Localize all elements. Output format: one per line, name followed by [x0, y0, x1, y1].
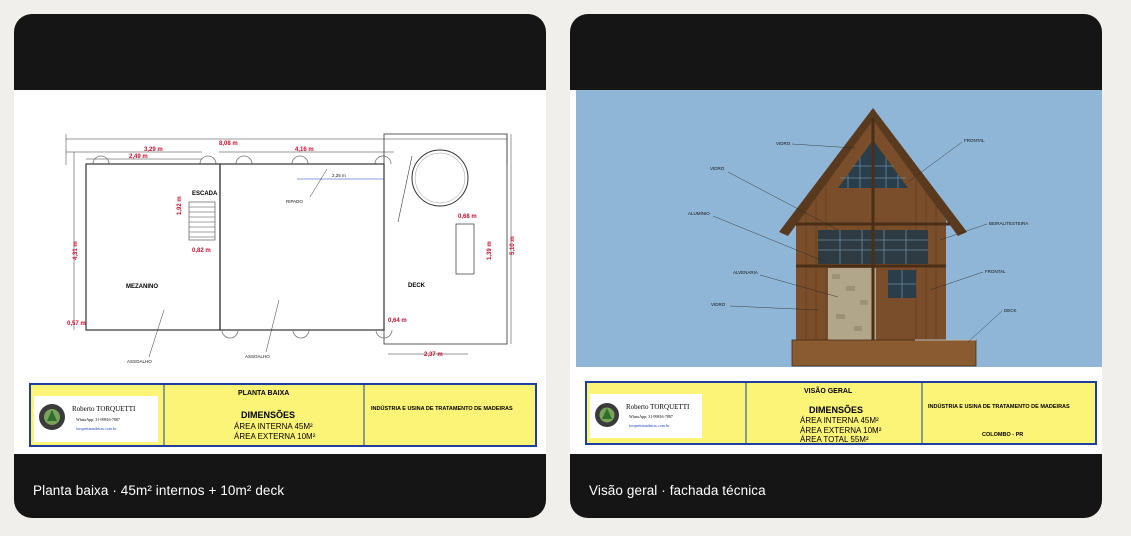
dim-top-left-inner: 2,49 m	[129, 154, 148, 160]
gallery-card-facade[interactable]	[570, 14, 1102, 518]
stair-steps	[189, 202, 215, 240]
label-mezanino: MEZANINO	[126, 284, 158, 290]
main-room	[220, 164, 384, 330]
label-escada: ESCADA	[192, 191, 218, 197]
tb1-line2: ÁREA EXTERNA 10M²	[234, 432, 316, 441]
callout-frontal-top: FRONTAL	[964, 138, 985, 143]
tb2-line3: ÁREA TOTAL 55M²	[800, 435, 869, 444]
tb2-company: INDÚSTRIA E USINA DE TRATAMENTO DE MADEIRAS	[928, 404, 1070, 410]
dim-top-left: 3,29 m	[144, 147, 163, 153]
floor-plan-image[interactable]	[14, 90, 546, 454]
deck-round-table	[412, 150, 468, 206]
tb2-line2: ÁREA EXTERNA 10M²	[800, 426, 882, 435]
tb2-site: torquettimadeiras.com.br	[629, 423, 670, 428]
dim-deck-small: 0,68 m	[458, 214, 477, 220]
title-block	[586, 382, 1096, 444]
gallery-card-floor-plan[interactable]	[14, 14, 546, 518]
dim-stair: 1,92 m	[177, 196, 183, 215]
callout-alvenaria: ALVENARIA	[733, 270, 758, 275]
dim-inner-span: 2,25 m	[332, 173, 346, 178]
callout-deck: DECK	[1004, 308, 1017, 313]
card-caption: Visão geral · fachada técnica	[589, 483, 766, 498]
label-assoalho-2: ASSOALHO	[245, 354, 270, 359]
callout-vidro-low: VIDRO	[711, 302, 726, 307]
callout-aluminio: ALUMÍNIO	[688, 211, 710, 216]
tb2-line1: ÁREA INTERNA 45M²	[800, 416, 879, 425]
dim-left-height: 4,31 m	[73, 241, 79, 260]
title-block	[30, 384, 536, 446]
dim-top-right: 4,16 m	[295, 147, 314, 153]
tb1-owner: Roberto TORQUETTI	[72, 405, 136, 413]
dim-right-total: 5,10 m	[510, 236, 516, 255]
dim-top-total: 8,08 m	[219, 141, 238, 147]
callout-frontal-mid: FRONTAL	[985, 269, 1006, 274]
mezanino-room	[86, 164, 220, 330]
tb2-title: VISÃO GERAL	[804, 388, 853, 395]
label-assoalho-1: ASSOALHO	[127, 359, 152, 364]
label-deck: DECK	[408, 283, 426, 289]
deck-base	[792, 340, 976, 366]
dim-small: 0,82 m	[192, 248, 211, 254]
tb1-subtitle: DIMENSÕES	[241, 410, 296, 420]
dim-deck-width: 2,37 m	[424, 352, 443, 358]
dim-deck-gap: 0,64 m	[388, 318, 407, 324]
tb1-site: torquettimadeiras.com.br	[76, 426, 117, 431]
tb1-company: INDÚSTRIA E USINA DE TRATAMENTO DE MADEIRAS	[371, 406, 513, 412]
label-ripado: RIPADO	[286, 199, 303, 204]
callout-vidro-top: VIDRO	[776, 141, 791, 146]
callout-beiral: BEIRAL/TESTEIRA	[989, 221, 1029, 226]
tb2-city: COLOMBO - PR	[982, 432, 1024, 438]
tb2-subtitle: DIMENSÕES	[809, 405, 864, 415]
floor-plan-drawing	[14, 90, 546, 454]
tb1-title: PLANTA BAIXA	[238, 390, 290, 397]
facade-drawing	[570, 90, 1102, 454]
tb2-whatsapp: WhatsApp: 31-99816-7887	[629, 414, 673, 419]
tb1-whatsapp: WhatsApp: 31-99816-7887	[76, 417, 120, 422]
deck-area	[384, 134, 507, 344]
tb1-line1: ÁREA INTERNA 45M²	[234, 422, 313, 431]
deck-bench	[456, 224, 474, 274]
facade-image[interactable]	[570, 90, 1102, 454]
dim-deck-mid: 1,39 m	[487, 241, 493, 260]
callout-vidro-mid: VIDRO	[710, 166, 725, 171]
card-caption: Planta baixa · 45m² internos + 10m² deck	[33, 483, 285, 498]
dim-bottom-left: 0,57 m	[67, 321, 86, 327]
tb2-owner: Roberto TORQUETTI	[626, 403, 690, 411]
